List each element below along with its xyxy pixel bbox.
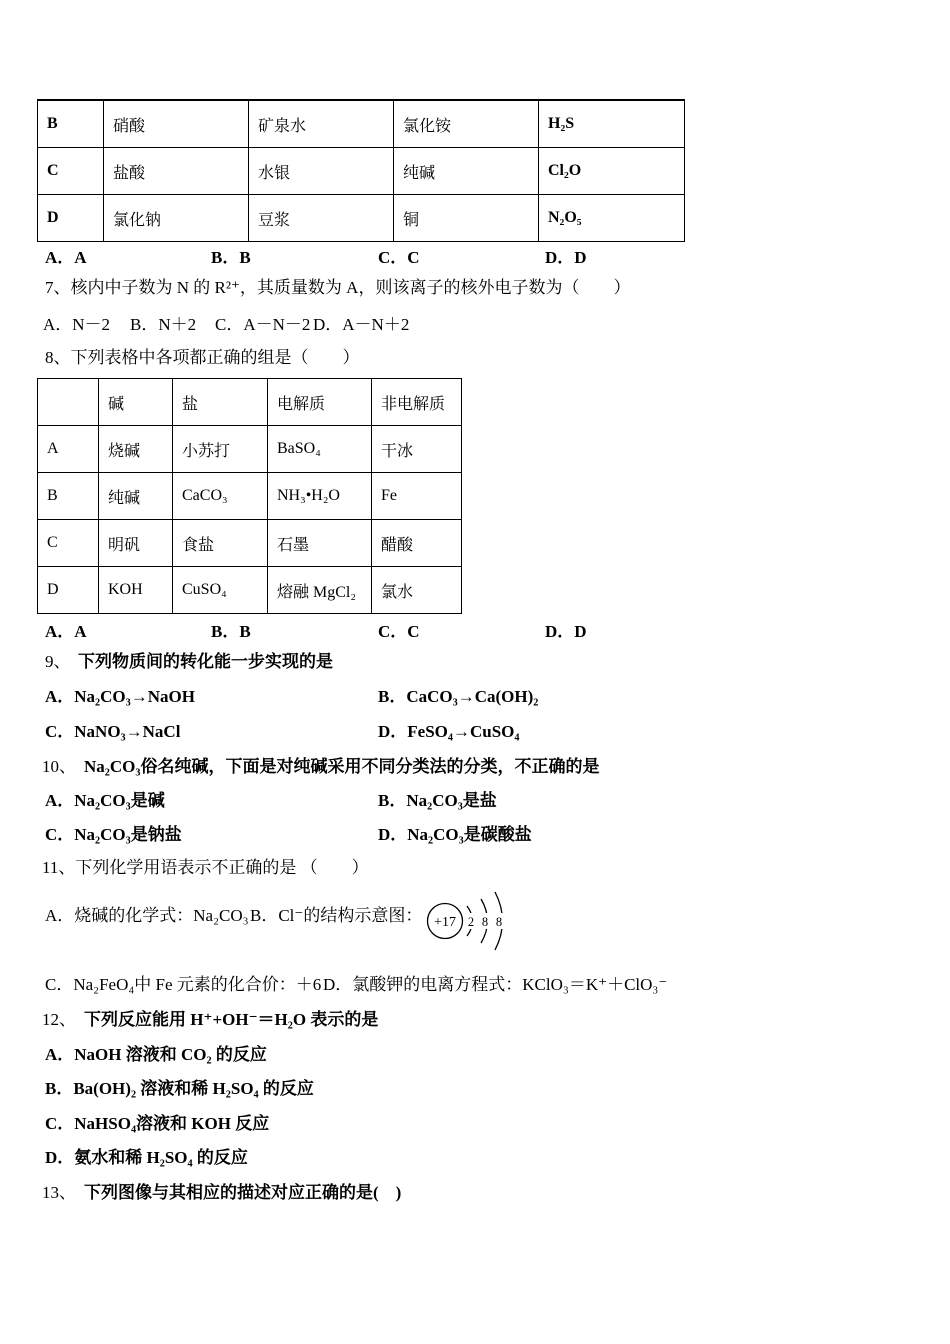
- option-d: D．A－N＋2: [313, 315, 410, 334]
- row-label: D: [38, 195, 104, 242]
- question-number: 13、: [42, 1183, 76, 1202]
- question-number: 9、: [45, 652, 71, 671]
- table-cell: 纯碱: [99, 473, 173, 520]
- atom-shell-icon: [424, 884, 519, 956]
- table-cell: 明矾: [99, 520, 173, 567]
- option-a: A．Na₂CO₃是碱: [45, 791, 165, 810]
- shell-electron-count: 8: [495, 915, 503, 929]
- table-cell: 水银: [249, 148, 394, 195]
- question-12-option-d: D．氨水和稀 H₂SO₄ 的反应: [45, 1148, 248, 1167]
- question-text: 下列反应能用 H⁺+OH⁻＝H₂O 表示的是: [84, 1010, 379, 1029]
- option-b: B．Na₂CO₃是盐: [378, 791, 497, 810]
- table-cell: 盐酸: [104, 148, 249, 195]
- classification-table-1: [37, 99, 685, 242]
- option-c: C．A－N－2: [215, 315, 311, 334]
- table-header-row: [38, 379, 462, 426]
- column-header: 非电解质: [372, 379, 462, 426]
- option-c: C．Na₂CO₃是钠盐: [45, 825, 182, 844]
- row-label: B: [38, 473, 99, 520]
- table-cell: CaCO₃: [173, 473, 268, 520]
- table-cell: Cl₂O: [539, 148, 685, 195]
- option-a: A．N－2: [43, 315, 111, 334]
- option-b: B．Cl⁻的结构示意图：: [250, 906, 423, 925]
- table-row: [38, 148, 685, 195]
- corner-cell: [38, 379, 99, 426]
- answer-option-a: A．A: [45, 622, 87, 641]
- column-header: 盐: [173, 379, 268, 426]
- answer-option-a: A．A: [45, 248, 87, 267]
- table-cell: 氯水: [372, 567, 462, 614]
- question-text: 下列物质间的转化能一步实现的是: [78, 652, 333, 671]
- question-12-option-c: C．NaHSO₄溶液和 KOH 反应: [45, 1114, 270, 1133]
- row-label: B: [38, 100, 104, 148]
- option-d: D．FeSO₄→CuSO₄: [378, 722, 520, 741]
- table-cell: 小苏打: [173, 426, 268, 473]
- table-cell: 烧碱: [99, 426, 173, 473]
- table-cell: 豆浆: [249, 195, 394, 242]
- table-cell: 氯化钠: [104, 195, 249, 242]
- option-c: C．NaNO₃→NaCl: [45, 722, 181, 741]
- table-cell: 纯碱: [394, 148, 539, 195]
- question-12-option-b: B．Ba(OH)₂ 溶液和稀 H₂SO₄ 的反应: [45, 1079, 314, 1098]
- table-row: [38, 567, 462, 614]
- table-cell: N₂O₅: [539, 195, 685, 242]
- answer-option-c: C．C: [378, 622, 420, 641]
- table-row: [38, 100, 685, 148]
- shell-electron-count: 8: [481, 915, 489, 929]
- table-cell: 硝酸: [104, 100, 249, 148]
- table-cell: 干冰: [372, 426, 462, 473]
- row-label: A: [38, 426, 99, 473]
- shell-electron-count: 2: [467, 915, 475, 929]
- row-label: C: [38, 520, 99, 567]
- table-cell: 矿泉水: [249, 100, 394, 148]
- table-cell: CuSO₄: [173, 567, 268, 614]
- table-cell: 氯化铵: [394, 100, 539, 148]
- answer-option-d: D．D: [545, 622, 587, 641]
- row-label: D: [38, 567, 99, 614]
- table-cell: Fe: [372, 473, 462, 520]
- option-c: C．Na₂FeO₄中 Fe 元素的化合价：＋6: [45, 975, 322, 994]
- column-header: 碱: [99, 379, 173, 426]
- table-cell: BaSO₄: [268, 426, 372, 473]
- table-cell: 醋酸: [372, 520, 462, 567]
- question-text: Na₂CO₃俗名纯碱，下面是对纯碱采用不同分类法的分类，不正确的是: [84, 757, 600, 776]
- option-b: B．N＋2: [130, 315, 197, 334]
- table-cell: 食盐: [173, 520, 268, 567]
- table-cell: 铜: [394, 195, 539, 242]
- table-cell: H₂S: [539, 100, 685, 148]
- question-text: 下列图像与其相应的描述对应正确的是( ): [84, 1183, 402, 1202]
- table-cell: 熔融 MgCl₂: [268, 567, 372, 614]
- table-cell: NH₃•H₂O: [268, 473, 372, 520]
- atomic-structure-diagram: [424, 884, 519, 956]
- question-number: 12、: [42, 1010, 76, 1029]
- table-row: [38, 195, 685, 242]
- question-number: 10、: [42, 757, 76, 776]
- row-label: C: [38, 148, 104, 195]
- nucleus-charge-label: +17: [434, 915, 456, 930]
- option-a: A．烧碱的化学式：Na₂CO₃: [45, 906, 249, 925]
- question-12-option-a: A．NaOH 溶液和 CO₂ 的反应: [45, 1045, 267, 1064]
- table-cell: KOH: [99, 567, 173, 614]
- table-row: [38, 520, 462, 567]
- option-d: D．Na₂CO₃是碳酸盐: [378, 825, 532, 844]
- question-7-title: 7、核内中子数为 N 的 R²⁺，其质量数为 A，则该离子的核外电子数为（ ）: [45, 278, 631, 297]
- option-d: D．氯酸钾的电离方程式：KClO₃＝K⁺＋ClO₃⁻: [323, 975, 668, 994]
- table-row: [38, 473, 462, 520]
- option-b: B．CaCO₃→Ca(OH)₂: [378, 687, 539, 706]
- option-a: A．Na₂CO₃→NaOH: [45, 687, 195, 706]
- answer-option-b: B．B: [211, 248, 251, 267]
- answer-option-d: D．D: [545, 248, 587, 267]
- column-header: 电解质: [268, 379, 372, 426]
- question-8-title: 8、下列表格中各项都正确的组是（ ）: [45, 348, 360, 367]
- table-row: [38, 426, 462, 473]
- answer-option-c: C．C: [378, 248, 420, 267]
- question-11-title: 11、下列化学用语表示不正确的是 （ ）: [42, 858, 369, 877]
- classification-table-2: [37, 378, 462, 614]
- table-cell: 石墨: [268, 520, 372, 567]
- answer-option-b: B．B: [211, 622, 251, 641]
